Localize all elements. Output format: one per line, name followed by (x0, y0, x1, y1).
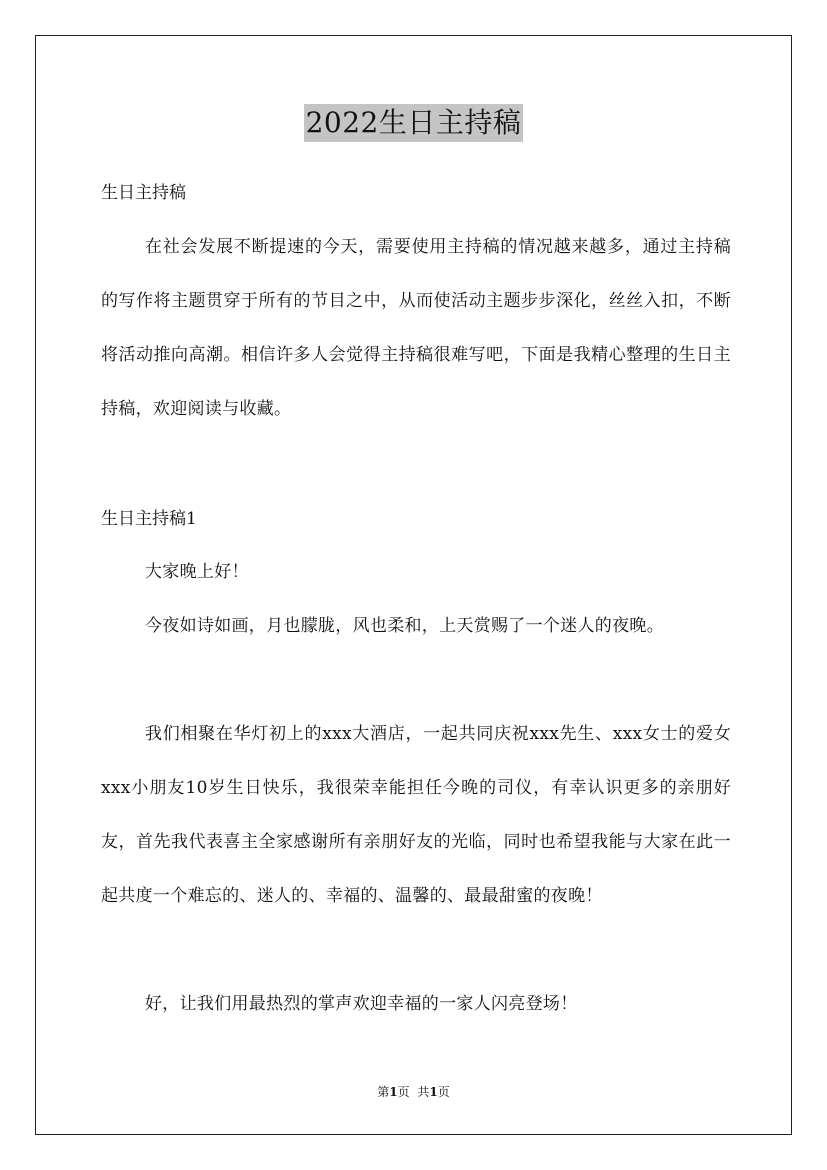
greeting-paragraph: 大家晚上好！ (145, 562, 249, 582)
page-number: 1 (389, 1085, 398, 1099)
page-suffix: 页 (397, 1085, 410, 1099)
page-footer (0, 1084, 827, 1100)
document-title: 2022生日主持稿 (304, 104, 524, 142)
intro-heading: 生日主持稿 (101, 183, 186, 203)
total-number: 1 (429, 1085, 438, 1099)
page-prefix: 第 (377, 1085, 390, 1099)
total-prefix: 共 (417, 1085, 430, 1099)
section1-heading: 生日主持稿1 (101, 509, 197, 529)
intro-paragraph: 在社会发展不断提速的今天，需要使用主持稿的情况越来越多，通过主持稿的写作将主题贯穿于所有的节目之中，从而使活动主题步步深化，丝丝入扣，不断将活动推向高潮。相信许多人会觉得主持稿很难写吧，下面是我精心整理的生日主持稿，欢迎阅读与收藏。 (101, 237, 731, 419)
welcome-paragraph: 好，让我们用最热烈的掌声欢迎幸福的一家人闪亮登场！ (145, 994, 578, 1014)
title-container (0, 104, 827, 142)
total-suffix: 页 (437, 1085, 450, 1099)
night-paragraph: 今夜如诗如画，月也朦胧，风也柔和，上天赏赐了一个迷人的夜晚。 (145, 616, 664, 636)
celebration-paragraph: 我们相聚在华灯初上的xxx大酒店，一起共同庆祝xxx先生、xxx女士的爱女xxx小朋友10岁生日快乐，我很荣幸能担任今晚的司仪，有幸认识更多的亲朋好友，首先我代表喜主全家感谢所有亲朋好友的光临，同时也希望我能与大家在此一起共度一个难忘的、迷人的、幸福的、温馨的、最最甜蜜的夜晚！ (101, 724, 731, 906)
